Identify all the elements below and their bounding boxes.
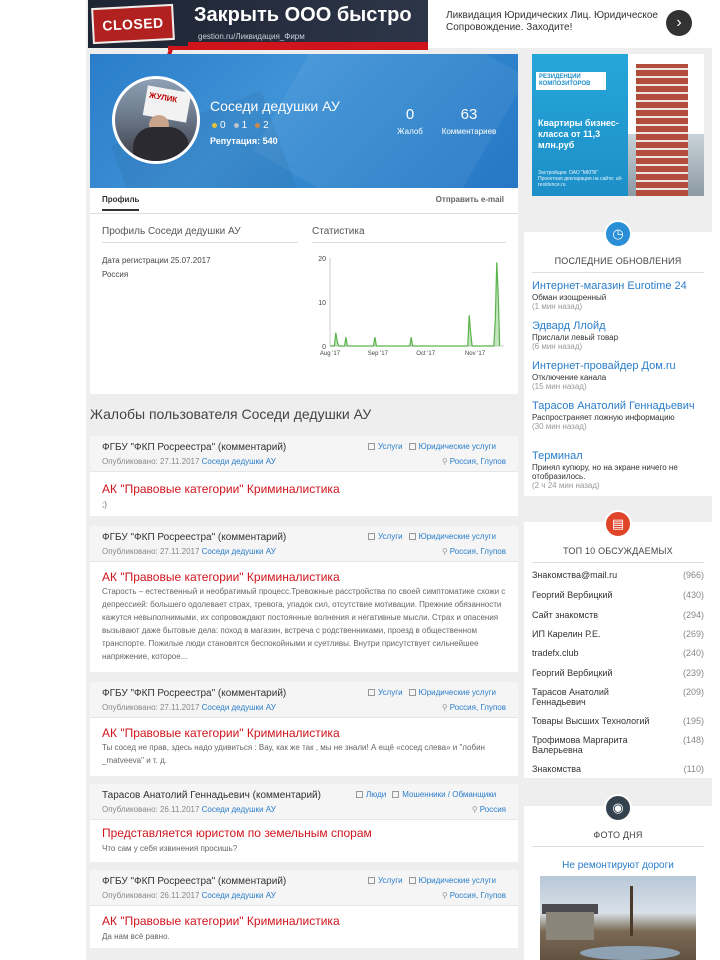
ad-headline[interactable]: Закрыть ООО быстро bbox=[194, 4, 412, 26]
complaint-card[interactable] bbox=[90, 784, 518, 862]
complaint-categories bbox=[368, 532, 496, 541]
top10-item-count: (110) bbox=[683, 764, 704, 774]
complaint-categories bbox=[368, 688, 496, 697]
complaint-published-date: Опубликовано: 27.11.2017 bbox=[102, 457, 200, 466]
medal-silver-icon bbox=[234, 123, 239, 128]
chart-x-tick-label: Aug '17 bbox=[319, 351, 341, 357]
stat-complaints[interactable] bbox=[390, 106, 430, 136]
update-item-title[interactable]: Эдвард Ллойд bbox=[532, 320, 606, 332]
category-label: Юридические услуги bbox=[418, 532, 496, 541]
update-item-time: (1 мин назад) bbox=[532, 302, 583, 311]
complaint-published bbox=[102, 457, 276, 466]
update-item-desc: Принял купюру, но на экране ничего не отобразилось. bbox=[532, 463, 678, 481]
top10-item[interactable] bbox=[532, 716, 704, 726]
category-link[interactable] bbox=[409, 688, 496, 697]
complaint-categories bbox=[368, 442, 496, 451]
tab-profile[interactable]: Профиль bbox=[102, 195, 139, 211]
top10-item-name[interactable]: Тарасов Анатолий Геннадьевич bbox=[532, 687, 609, 707]
medal-gold-icon bbox=[212, 123, 217, 128]
location-pin-icon: ⚲ bbox=[441, 891, 448, 900]
complaint-header bbox=[90, 436, 518, 472]
location-pin-icon: ⚲ bbox=[471, 805, 478, 814]
update-item[interactable] bbox=[532, 280, 706, 311]
top10-item-count: (240) bbox=[682, 648, 704, 658]
complaint-author[interactable]: ФГБУ "ФКП Росреестра" (комментарий) bbox=[102, 442, 287, 453]
category-icon bbox=[409, 877, 416, 884]
complaint-author-link[interactable]: Соседи дедушки АУ bbox=[201, 805, 276, 814]
complaint-author[interactable]: ФГБУ "ФКП Росреестра" (комментарий) bbox=[102, 532, 287, 543]
stat-complaints-label: Жалоб bbox=[397, 127, 423, 136]
complaint-categories bbox=[368, 876, 496, 885]
chart-series-line bbox=[330, 262, 500, 346]
medal-bronze bbox=[255, 120, 269, 131]
category-icon bbox=[409, 689, 416, 696]
top10-item[interactable] bbox=[532, 610, 704, 620]
ad-description[interactable]: Ликвидация Юридических Лиц. Юридическое Сопровождение. Заходите! bbox=[446, 10, 658, 33]
medal-silver bbox=[234, 120, 248, 131]
ad-url[interactable]: gestion.ru/Ликвидация_Фирм bbox=[198, 32, 305, 41]
category-link[interactable] bbox=[409, 532, 496, 541]
top10-item-name[interactable]: Сайт знакомств bbox=[532, 610, 598, 620]
profile-hero bbox=[90, 54, 518, 188]
complaint-card[interactable] bbox=[90, 526, 518, 672]
complaint-categories bbox=[356, 790, 496, 799]
chart-series-area bbox=[330, 262, 500, 346]
complaint-title[interactable]: АК "Правовые категории" Криминалистика bbox=[102, 914, 340, 928]
divider bbox=[532, 272, 704, 273]
top10-title: ТОП 10 ОБСУЖДАЕМЫХ bbox=[563, 546, 673, 556]
category-link[interactable] bbox=[356, 790, 386, 799]
avatar-sign-text: ЖУЛИК bbox=[148, 90, 178, 105]
complaint-header bbox=[90, 870, 518, 906]
complaint-author-link[interactable]: Соседи дедушки АУ bbox=[201, 703, 276, 712]
complaint-published-date: Опубликовано: 27.11.2017 bbox=[102, 703, 200, 712]
chart-y-tick-label: 10 bbox=[318, 300, 326, 307]
category-label: Услуги bbox=[378, 876, 403, 885]
complaint-author-link[interactable]: Соседи дедушки АУ bbox=[201, 891, 276, 900]
complaint-published bbox=[102, 891, 276, 900]
complaint-author-link[interactable]: Соседи дедушки АУ bbox=[201, 457, 276, 466]
chart-x-tick-label: Oct '17 bbox=[416, 351, 436, 357]
reputation: Репутация: 540 bbox=[210, 136, 278, 146]
top10-item[interactable] bbox=[532, 668, 704, 678]
category-link[interactable] bbox=[368, 688, 403, 697]
update-item-time: (2 ч 24 мин назад) bbox=[532, 481, 600, 490]
ad-arrow-button[interactable]: › bbox=[666, 10, 692, 36]
location-label: Россия, Глупов bbox=[449, 547, 506, 556]
profile-name: Соседи дедушки АУ bbox=[210, 98, 340, 114]
location-pin-icon: ⚲ bbox=[441, 547, 448, 556]
sidebar-ad[interactable] bbox=[532, 54, 704, 196]
update-item[interactable] bbox=[532, 360, 706, 391]
top10-item-count: (239) bbox=[682, 668, 704, 678]
top10-item[interactable] bbox=[532, 648, 704, 658]
update-item-desc: Распространяет ложную информацию bbox=[532, 413, 675, 422]
update-item-time: (30 мин назад) bbox=[532, 422, 587, 431]
complaints-title: Жалобы пользователя Соседи дедушки АУ bbox=[90, 406, 372, 422]
category-label: Люди bbox=[366, 790, 387, 799]
top10-item-name[interactable]: Георгий Вербицкий bbox=[532, 668, 613, 678]
sidebar-ad-tag: РЕЗИДЕНЦИИ КОМПОЗИТОРОВ bbox=[536, 72, 606, 90]
update-item-title[interactable]: Терминал bbox=[532, 450, 583, 462]
top10-item[interactable] bbox=[532, 687, 704, 707]
location-pin-icon: ⚲ bbox=[441, 703, 448, 712]
divider bbox=[102, 242, 298, 243]
category-label: Мошенники / Обманщики bbox=[402, 790, 497, 799]
tab-send-email[interactable]: Отправить e-mail bbox=[435, 195, 504, 204]
clock-icon: ◷ bbox=[604, 220, 632, 248]
category-icon bbox=[409, 533, 416, 540]
complaint-body: Ты сосед не прав, здесь надо удивиться : Вау, как же так , мы не знали! А ещё «сосед слева» и "лобин _matveeva" и т. д. bbox=[102, 743, 485, 765]
location-label: Россия bbox=[479, 805, 506, 814]
location-label: Россия, Глупов bbox=[449, 703, 506, 712]
sidebar-ad-text: Квартиры бизнес-класса от 11,3 млн.руб bbox=[538, 118, 619, 150]
update-item-title[interactable]: Тарасов Анатолий Геннадьевич bbox=[532, 400, 695, 412]
camera-icon: ◉ bbox=[604, 794, 632, 822]
complaint-location[interactable] bbox=[442, 547, 506, 556]
update-item-desc: Прислали левый товар bbox=[532, 333, 619, 342]
category-link[interactable] bbox=[368, 876, 403, 885]
complaint-body: ;) bbox=[102, 500, 107, 509]
latest-updates-widget bbox=[524, 226, 712, 496]
complaint-body: Да нам всё равно. bbox=[102, 932, 170, 941]
complaint-header bbox=[90, 784, 518, 820]
complaint-author-link[interactable]: Соседи дедушки АУ bbox=[201, 547, 276, 556]
complaint-published bbox=[102, 703, 276, 712]
category-label: Юридические услуги bbox=[418, 876, 496, 885]
annotation-line bbox=[168, 46, 428, 50]
complaint-header bbox=[90, 526, 518, 562]
medals bbox=[212, 120, 269, 131]
photo-day-caption[interactable]: Не ремонтируют дороги bbox=[562, 860, 674, 871]
divider bbox=[532, 562, 704, 563]
update-item-title[interactable]: Интернет-провайдер Дом.ru bbox=[532, 360, 676, 372]
photo-tree bbox=[630, 886, 633, 936]
complaint-header bbox=[90, 682, 518, 718]
stat-comments-label: Комментариев bbox=[441, 127, 497, 136]
photo-day-image[interactable] bbox=[540, 876, 696, 960]
top10-item-name[interactable]: Знакомства bbox=[532, 764, 581, 774]
photo-puddle bbox=[580, 946, 680, 960]
chart-y-tick-label: 20 bbox=[318, 256, 326, 263]
top10-item-count: (294) bbox=[682, 610, 704, 620]
top10-item-count: (195) bbox=[682, 716, 704, 726]
top10-item[interactable] bbox=[532, 764, 704, 774]
medal-gold bbox=[212, 120, 226, 131]
complaint-published-date: Опубликовано: 27.11.2017 bbox=[102, 547, 200, 556]
chart-y-tick-label: 0 bbox=[322, 344, 326, 351]
complaint-published bbox=[102, 547, 276, 556]
complaint-title[interactable]: Представляется юристом по земельным спорам bbox=[102, 826, 372, 840]
complaint-published bbox=[102, 805, 276, 814]
photo-day-widget bbox=[524, 800, 712, 960]
update-item-time: (6 мин назад) bbox=[532, 342, 583, 351]
category-link[interactable] bbox=[409, 442, 496, 451]
photo-house bbox=[546, 912, 594, 940]
registration-date: Дата регистрации 25.07.2017 bbox=[102, 256, 211, 265]
medal-silver-value: 1 bbox=[241, 120, 248, 131]
chart-x-tick-label: Nov '17 bbox=[464, 351, 486, 357]
complaint-title[interactable]: АК "Правовые категории" Криминалистика bbox=[102, 482, 340, 496]
complaint-card[interactable] bbox=[90, 436, 518, 516]
profile-card bbox=[90, 54, 518, 394]
stat-comments-num: 63 bbox=[460, 106, 478, 123]
section-profile-title: Профиль Соседи дедушки АУ bbox=[102, 226, 241, 237]
top10-item[interactable] bbox=[532, 629, 704, 639]
stat-comments[interactable] bbox=[434, 106, 504, 136]
location-label: Россия, Глупов bbox=[449, 891, 506, 900]
stat-complaints-num: 0 bbox=[405, 106, 415, 123]
category-icon bbox=[409, 443, 416, 450]
sidebar-ad-small: Застройщик: ОАО "МКПК" Проектная декларация на сайте: all-residence.ru bbox=[538, 170, 623, 188]
category-link[interactable] bbox=[409, 876, 496, 885]
ad-image[interactable] bbox=[88, 0, 428, 48]
complaint-location[interactable] bbox=[442, 457, 506, 466]
top10-item[interactable] bbox=[532, 570, 704, 580]
update-item-time: (15 мин назад) bbox=[532, 382, 587, 391]
complaint-author[interactable]: Тарасов Анатолий Геннадьевич (комментарий) bbox=[102, 790, 321, 801]
medal-bronze-value: 2 bbox=[263, 120, 269, 131]
medal-bronze-icon bbox=[255, 123, 260, 128]
category-label: Услуги bbox=[378, 442, 403, 451]
top10-item-count: (148) bbox=[682, 735, 704, 745]
chat-icon: ▤ bbox=[604, 510, 632, 538]
top10-item-name[interactable]: ИП Карелин Р.Е. bbox=[532, 629, 601, 639]
category-icon bbox=[368, 689, 375, 696]
top10-item-name[interactable]: Георгий Вербицкий bbox=[532, 590, 613, 600]
update-item[interactable] bbox=[532, 450, 706, 490]
top10-widget bbox=[524, 516, 712, 778]
category-icon bbox=[392, 791, 399, 798]
category-icon bbox=[368, 877, 375, 884]
complaint-title[interactable]: АК "Правовые категории" Криминалистика bbox=[102, 726, 340, 740]
divider bbox=[532, 846, 704, 847]
location-pin-icon: ⚲ bbox=[441, 457, 448, 466]
update-item[interactable] bbox=[532, 400, 706, 431]
category-icon bbox=[356, 791, 363, 798]
category-label: Услуги bbox=[378, 532, 403, 541]
category-label: Юридические услуги bbox=[418, 688, 496, 697]
top10-item[interactable] bbox=[532, 735, 704, 755]
top10-item[interactable] bbox=[532, 590, 704, 600]
complaint-card[interactable] bbox=[90, 870, 518, 948]
top10-item-name[interactable]: Знакомства@mail.ru bbox=[532, 570, 618, 580]
category-label: Услуги bbox=[378, 688, 403, 697]
top10-item-count: (966) bbox=[682, 570, 704, 580]
chart-x-tick-label: Sep '17 bbox=[367, 351, 388, 357]
avatar-person bbox=[133, 127, 189, 164]
top10-item-name[interactable]: Товары Высших Технологий bbox=[532, 716, 650, 726]
update-item[interactable] bbox=[532, 320, 706, 351]
update-item-desc: Обман изощренный bbox=[532, 293, 607, 302]
category-icon bbox=[368, 443, 375, 450]
update-item-title[interactable]: Интернет-магазин Eurotime 24 bbox=[532, 280, 687, 292]
photo-day-title: ФОТО ДНЯ bbox=[593, 830, 643, 840]
ad-closed-sign: CLOSED bbox=[91, 4, 175, 44]
country: Россия bbox=[102, 270, 129, 279]
complaint-location[interactable] bbox=[442, 891, 506, 900]
category-label: Юридические услуги bbox=[418, 442, 496, 451]
complaint-author[interactable]: ФГБУ "ФКП Росреестра" (комментарий) bbox=[102, 688, 287, 699]
latest-updates-title: ПОСЛЕДНИЕ ОБНОВЛЕНИЯ bbox=[554, 256, 682, 266]
category-link[interactable] bbox=[392, 790, 496, 799]
complaint-card[interactable] bbox=[90, 682, 518, 776]
sidebar-ad-building bbox=[636, 64, 688, 196]
complaint-title[interactable]: АК "Правовые категории" Криминалистика bbox=[102, 570, 340, 584]
top10-item-count: (209) bbox=[682, 687, 704, 697]
top10-item-count: (430) bbox=[682, 590, 704, 600]
profile-tabs bbox=[90, 188, 518, 214]
update-item-desc: Отключение канала bbox=[532, 373, 607, 382]
section-stats-title: Статистика bbox=[312, 226, 365, 237]
avatar[interactable] bbox=[112, 76, 200, 164]
complaint-published-date: Опубликовано: 26.11.2017 bbox=[102, 891, 200, 900]
complaint-location[interactable] bbox=[472, 805, 506, 814]
top10-item-count: (269) bbox=[682, 629, 704, 639]
complaint-body: Что сам у себя извинения просишь? bbox=[102, 844, 238, 853]
medal-gold-value: 0 bbox=[220, 120, 226, 131]
top10-item-name[interactable]: Трофимова Маргарита Валерьевна bbox=[532, 735, 628, 755]
complaint-location[interactable] bbox=[442, 703, 506, 712]
divider bbox=[312, 242, 506, 243]
location-label: Россия, Глупов bbox=[449, 457, 506, 466]
category-link[interactable] bbox=[368, 442, 403, 451]
top10-item-name[interactable]: tradefx.club bbox=[532, 648, 579, 658]
complaint-body: Старость – естественный и необратимый процесс.Тревожные расстройства по своей симптоматике схожи с депрессией: большего одолевает страх, тревога, упадок сил, отсутствие мотивации. Прежние обязанности кажутся невыполнимыми, их сопровождают постоянные волнения и негативные мысли. Страх и опасения вызывают даже бытовые дела: поход в магазин, встреча с родственниками, проезд в общественном транспорте. Пожилые люди становятся беспокойными и суетливы. Внутри присутствует сильнейшее напряжение, которое... bbox=[102, 587, 506, 661]
top-ad-banner[interactable] bbox=[88, 0, 714, 48]
complaint-published-date: Опубликовано: 26.11.2017 bbox=[102, 805, 200, 814]
complaint-author[interactable]: ФГБУ "ФКП Росреестра" (комментарий) bbox=[102, 876, 287, 887]
stats-chart bbox=[310, 250, 510, 362]
category-icon bbox=[368, 533, 375, 540]
category-link[interactable] bbox=[368, 532, 403, 541]
